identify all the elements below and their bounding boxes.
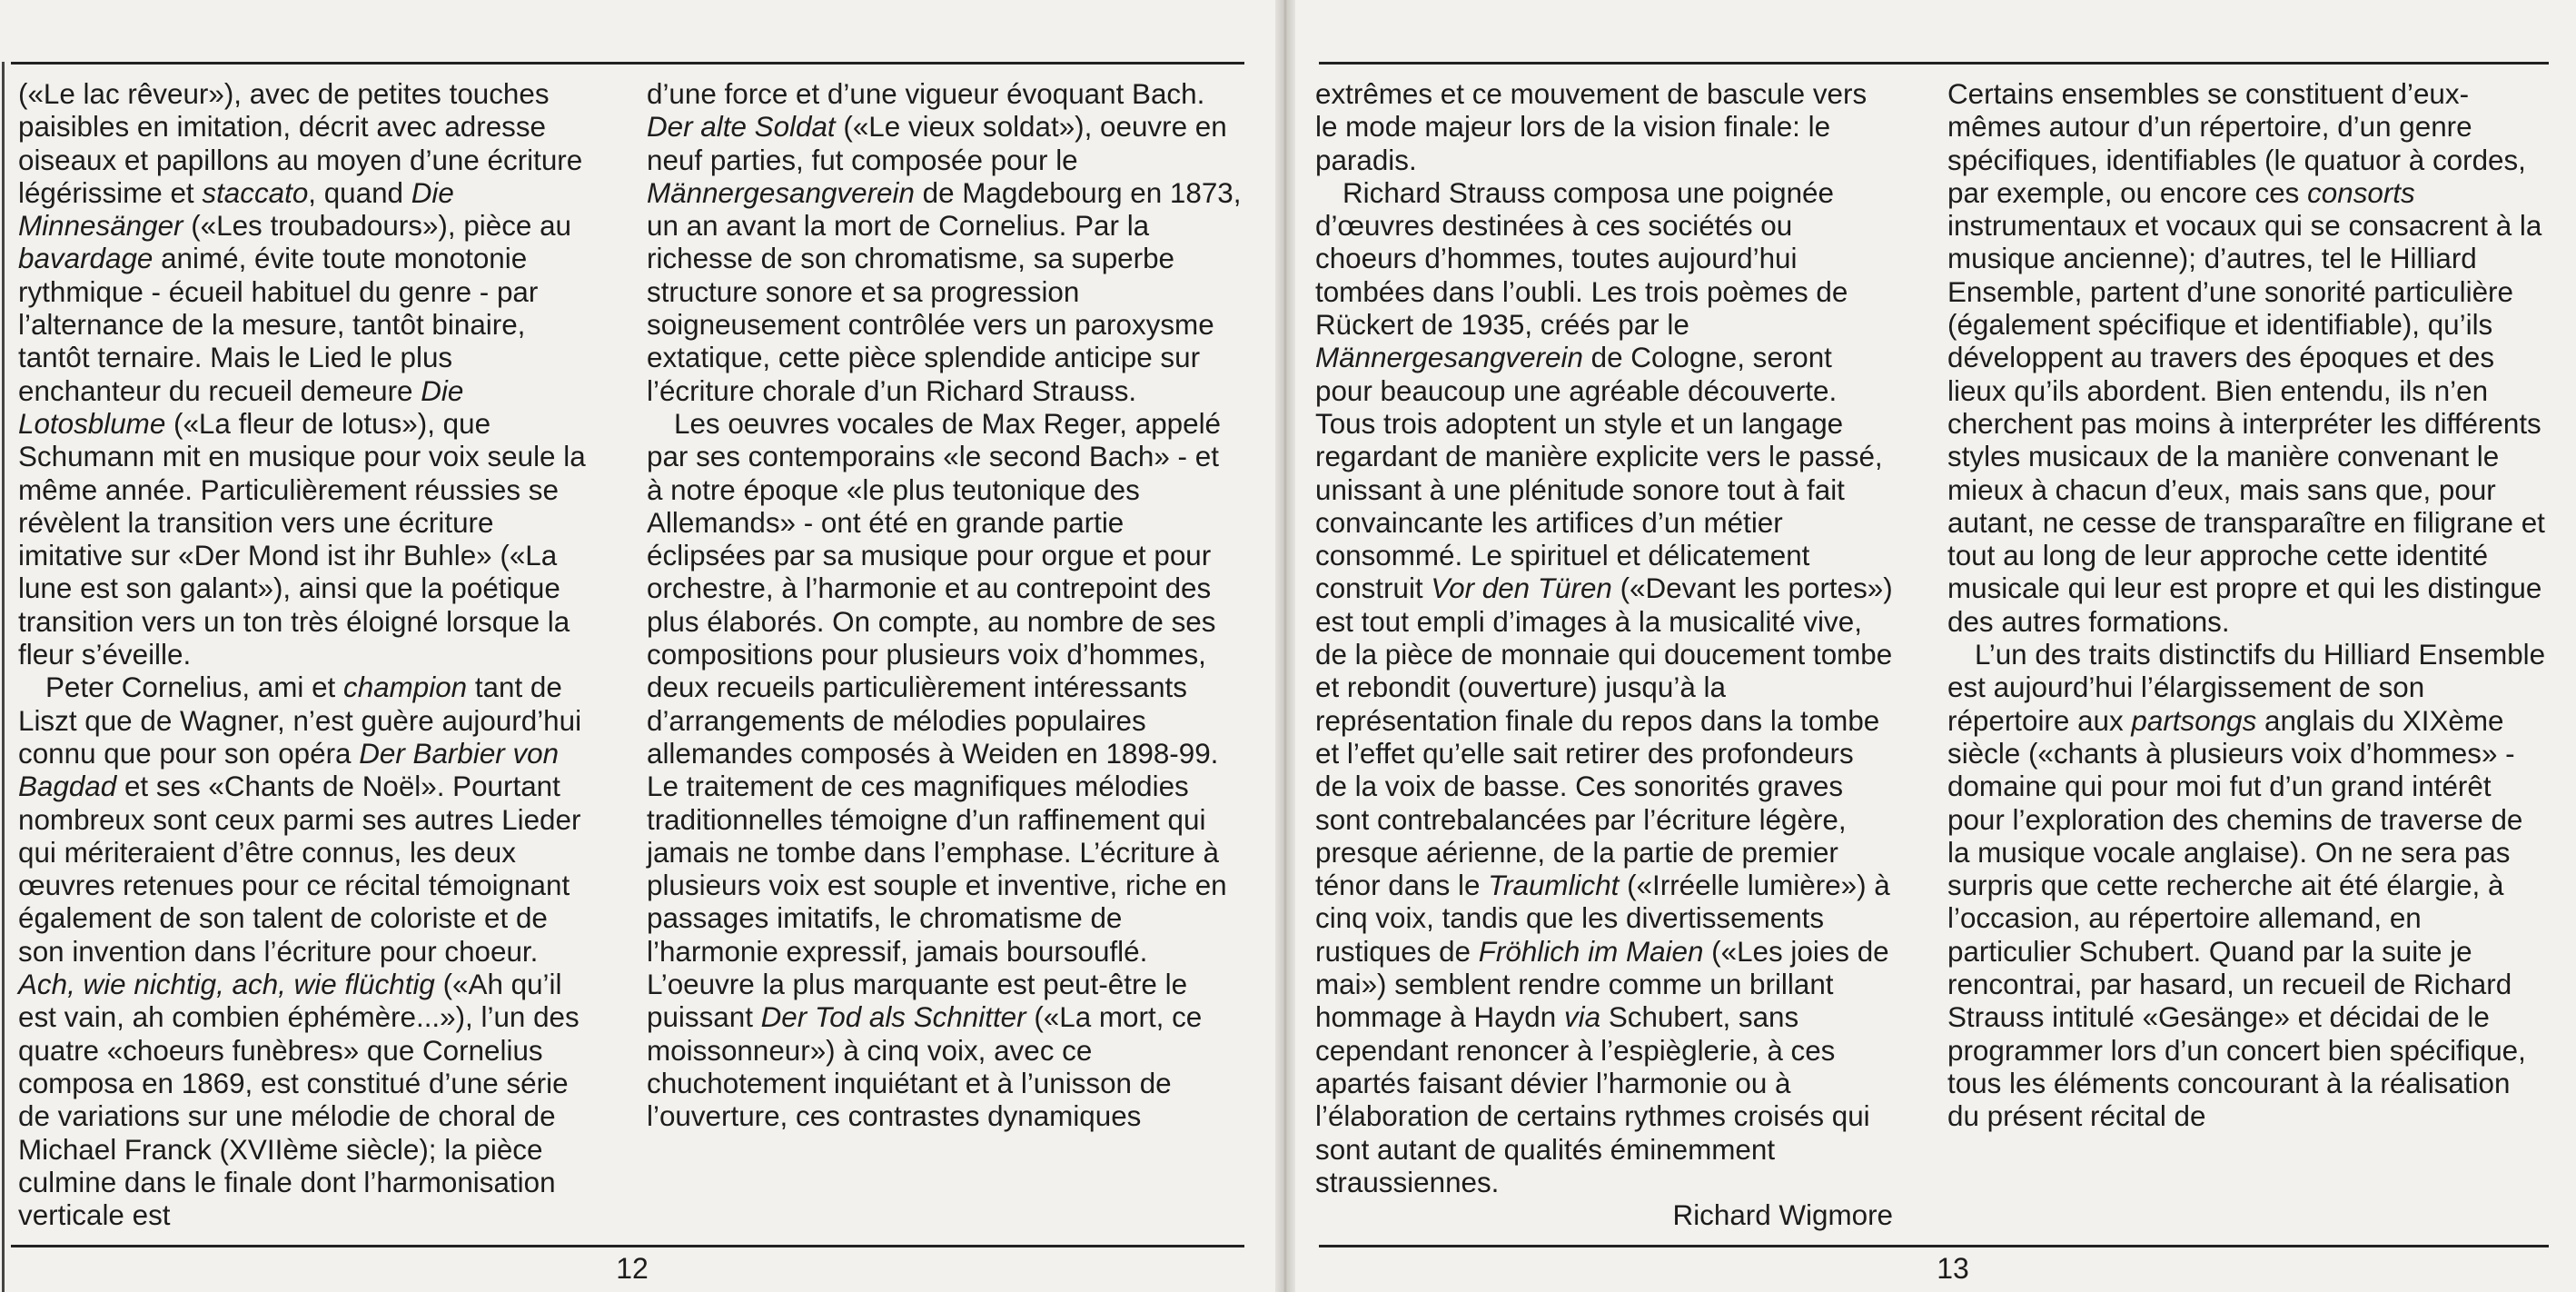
paragraph: extrêmes et ce mouvement de bascule vers le mode majeur lors de la vision finale: le paradis.: [1315, 78, 1868, 176]
right-bottom-rule: [1319, 1245, 2549, 1247]
right-column-2: [1947, 78, 2547, 1134]
paragraph: («Le lac rêveur»), avec de petites touches paisibles en imitation, décrit avec adresse oiseaux et papillons au moyen d’une écriture légérissime et staccato, quand Die Minnesänger («Les troubadours»), pièce au bavardage animé, évite toute monotonie rythmique - écueil habituel du genre - par l’alternance de la mesure, tantôt binaire, tantôt ternaire. Mais le Lied le plus enchanteur du recueil demeure Die Lotosblume («La fleur de lotus»), que Schumann mit en musique pour voix seule la même année. Particulièrement réussies se révèlent la transition vers une écriture imitative sur «Der Mond ist ihr Buhle» («La lune est son galant»), ainsi que la poétique transition vers un ton très éloigné lorsque la fleur s’éveille.: [18, 78, 586, 671]
right-column-1: [1315, 78, 1893, 1232]
italic-title: Die Minnesänger: [18, 176, 454, 243]
italic-title: via: [1563, 1001, 1601, 1034]
right-top-rule: [1319, 62, 2549, 65]
page-number-left: 12: [616, 1252, 649, 1285]
left-bottom-rule: [11, 1245, 1244, 1247]
italic-title: Männergesangverein: [647, 176, 915, 209]
italic-title: Der alte Soldat: [647, 111, 836, 144]
paragraph: Peter Cornelius, ami et champion tant de Liszt que de Wagner, n’est guère aujourd’hui connu que pour son opéra Der Barbier von Bagdad et ses «Chants de Noël». Pourtant nombreux sont ceux parmi ses autres Lieder qui mériteraient d’être connus, les deux œuvres retenues pour ce récital témoignant également de son talent de coloriste et de son invention dans l’écriture pour choeur. Ach, wie nichtig, ach, wie flüchtig («Ah qu’il est vain, ah combien éphémère...»), l’un des quatre «choeurs funèbres» que Cornelius composa en 1869, est constitué d’une série de variations sur une mélodie de choral de Michael Franck (XVIIème siècle); la pièce culmine dans le finale dont l’harmonisation verticale est: [18, 671, 582, 1232]
left-column-1: [18, 78, 590, 1232]
italic-title: staccato: [202, 176, 309, 209]
italic-title: bavardage: [18, 243, 154, 275]
italic-title: consorts: [2307, 176, 2415, 209]
italic-title: partsongs: [2131, 704, 2257, 737]
italic-title: champion: [343, 671, 468, 704]
italic-title: Der Tod als Schnitter: [760, 1001, 1026, 1034]
paragraph: d’une force et d’une vigueur évoquant Bach. Der alte Soldat («Le vieux soldat»), oeuvre en neuf parties, fut composée pour le Männergesangverein de Magdebourg en 1873, un an avant la mort de Cornelius. Par la richesse de son chromatisme, sa superbe structure sonore et sa progression soigneusement contrôlée vers un paroxysme extatique, cette pièce splendide anticipe sur l’écriture chorale d’un Richard Strauss.: [647, 78, 1242, 407]
book-gutter: [1275, 0, 1295, 1292]
italic-title: Die Lotosblume: [18, 374, 464, 440]
paragraph: Certains ensembles se constituent d’eux-mêmes autour d’un répertoire, d’un genre spécifiques, identifiables (le quatuor à cordes, par exemple, ou encore ces consorts instrumentaux et vocaux qui se consacrent à la musique ancienne); d’autres, tel le Hilliard Ensemble, partent d’une sonorité particulière (également spécifique et identifiable), qu’ils développent au travers des époques et des lieux qu’ils abordent. Bien entendu, ils n’en cherchent pas moins à interpréter les différents styles musicaux de la manière convenant le mieux à chacun d’eux, mais sans que, pour autant, ne cesse de transparaître en filigrane et tout au long de leur approche cette identité musicale qui leur est propre et qui les distingue des autres formations.: [1947, 78, 2545, 638]
paragraph: L’un des traits distinctifs du Hilliard Ensemble est aujourd’hui l’élargissement de son répertoire aux partsongs anglais du XIXème siècle («chants à plusieurs voix d’hommes» - domaine qui pour moi fut d’un grand intérêt pour l’exploration des chemins de traverse de la musique vocale anglaise). On ne sera pas surpris que cette recherche ait été élargie, à l’occasion, au répertoire allemand, en particulier Schubert. Quand par la suite je rencontrai, par hasard, un recueil de Richard Strauss intitulé «Gesänge» et décidai de le programmer lors d’un concert bien spécifique, tous les éléments concourant à la réalisation du présent récital de: [1947, 639, 2546, 1133]
paragraph: Richard Strauss composa une poignée d’œuvres destinées à ces sociétés ou choeurs d’hommes, toutes aujourd’hui tombées dans l’oubli. Les trois poèmes de Rückert de 1935, créés par le Männergesangverein de Cologne, seront pour beaucoup une agréable découverte. Tous trois adoptent un style et un langage regardant de manière explicite vers le passé, unissant à une plénitude sonore tout à fait convaincante les artifices d’un métier consommé. Le spirituel et délicatement construit Vor den Türen («Devant les portes») est tout empli d’images à la musicalité vive, de la pièce de monnaie qui doucement tombe et rebondit (ouverture) jusqu’à la représentation finale du repos dans la tombe et l’effet qu’elle sait retirer des profondeurs de la voix de basse. Ces sonorités graves sont contrebalancées par l’écriture légère, presque aérienne, de la partie de premier ténor dans le Traumlicht («Irréelle lumière») à cinq voix, tandis que les divertissements rustiques de Fröhlich im Maien («Les joies de mai») semblent rendre comme un brillant hommage à Haydn via Schubert, sans cependant renoncer à l’espièglerie, à ces apartés faisant dévier l’harmonie ou à l’élaboration de certains rythmes croisés qui sont autant de qualités éminemment straussiennes.: [1315, 176, 1893, 1198]
left-page-edge-rule: [2, 62, 5, 1292]
italic-title: Ach, wie nichtig, ach, wie flüchtig: [18, 969, 435, 1001]
italic-title: Fröhlich im Maien: [1478, 935, 1704, 968]
author-signature: Richard Wigmore: [1672, 1199, 1893, 1232]
left-top-rule: [11, 62, 1244, 65]
paragraph: Les oeuvres vocales de Max Reger, appelé par ses contemporains «le second Bach» - et à notre époque «le plus teutonique des Allemands» - ont été en grande partie éclipsées par sa musique pour orgue et pour orchestre, à l’harmonie et au contrepoint des plus élaborés. On compte, au nombre de ses compositions pour plusieurs voix d’hommes, deux recueils particulièrement intéressants d’arrangements de mélodies populaires allemandes composés à Weiden en 1898-99. Le traitement de ces magnifiques mélodies traditionnelles témoigne d’un raffinement qui jamais ne tombe dans l’emphase. L’écriture à plusieurs voix est souple et inventive, riche en passages imitatifs, le chromatisme de l’harmonie expressif, jamais boursouflé. L’oeuvre la plus marquante est peut-être le puissant Der Tod als Schnitter («La mort, ce moissonneur») à cinq voix, avec ce chuchotement inquiétant et à l’unisson de l’ouverture, ces contrastes dynamiques: [647, 407, 1227, 1133]
page-number-right: 13: [1937, 1252, 1969, 1285]
left-column-2: [647, 78, 1242, 1134]
italic-title: Vor den Türen: [1431, 572, 1612, 605]
italic-title: Männergesangverein: [1315, 342, 1583, 374]
italic-title: Traumlicht: [1488, 870, 1620, 902]
italic-title: Der Barbier von Bagdad: [18, 737, 560, 803]
